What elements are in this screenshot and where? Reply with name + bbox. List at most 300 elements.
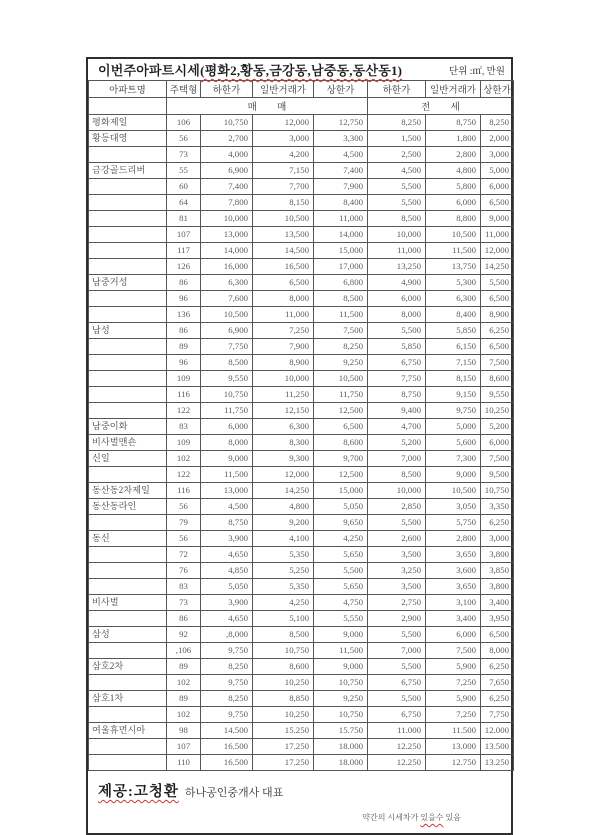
cell-housing-type: 73 xyxy=(167,147,201,163)
cell-apartment-name xyxy=(89,739,167,755)
cell-jeonse-high: 6,000 xyxy=(481,435,514,451)
cell-jeonse-low: 11.000 xyxy=(368,723,426,739)
cell-sale-low: 7,750 xyxy=(201,339,253,355)
table-row xyxy=(89,323,514,339)
cell-jeonse-normal: 3,400 xyxy=(426,611,481,627)
cell-jeonse-normal: 5,900 xyxy=(426,659,481,675)
cell-jeonse-low: 2,900 xyxy=(368,611,426,627)
cell-sale-normal: 8,600 xyxy=(253,659,314,675)
cell-sale-high: 7,500 xyxy=(314,323,368,339)
cell-sale-low: 4,000 xyxy=(201,147,253,163)
cell-apartment-name xyxy=(89,243,167,259)
cell-sale-high: 7,900 xyxy=(314,179,368,195)
cell-sale-normal: 4,100 xyxy=(253,531,314,547)
cell-sale-high: 4,500 xyxy=(314,147,368,163)
header-row-labels xyxy=(89,81,514,98)
cell-sale-low: 8,000 xyxy=(201,435,253,451)
table-row xyxy=(89,499,514,515)
cell-sale-normal: 10,250 xyxy=(253,707,314,723)
cell-jeonse-low: 5,500 xyxy=(368,627,426,643)
cell-sale-low: 13,000 xyxy=(201,483,253,499)
cell-apartment-name xyxy=(89,547,167,563)
cell-jeonse-normal: 3,050 xyxy=(426,499,481,515)
cell-housing-type: 136 xyxy=(167,307,201,323)
cell-jeonse-normal: 9,000 xyxy=(426,467,481,483)
cell-sale-low: 7,800 xyxy=(201,195,253,211)
cell-jeonse-high: 3,000 xyxy=(481,147,514,163)
cell-jeonse-high: 6,500 xyxy=(481,291,514,307)
cell-jeonse-high: 6,500 xyxy=(481,339,514,355)
cell-jeonse-normal: 2,800 xyxy=(426,531,481,547)
cell-jeonse-normal: 2,800 xyxy=(426,147,481,163)
cell-housing-type: 126 xyxy=(167,259,201,275)
cell-jeonse-low: 8,000 xyxy=(368,307,426,323)
cell-jeonse-low: 3,250 xyxy=(368,563,426,579)
cell-jeonse-high: 9,550 xyxy=(481,387,514,403)
column-header: 상한가 xyxy=(481,81,514,98)
cell-sale-low: 11,750 xyxy=(201,403,253,419)
cell-sale-high: 8,500 xyxy=(314,291,368,307)
cell-jeonse-normal: 1,800 xyxy=(426,131,481,147)
cell-jeonse-high: 10,750 xyxy=(481,483,514,499)
cell-sale-high: 12,750 xyxy=(314,115,368,131)
cell-sale-normal: 13,500 xyxy=(253,227,314,243)
cell-sale-normal: 4,250 xyxy=(253,595,314,611)
table-row xyxy=(89,307,514,323)
cell-jeonse-low: 8,750 xyxy=(368,387,426,403)
cell-sale-high: 12,500 xyxy=(314,467,368,483)
cell-sale-normal: 7,900 xyxy=(253,339,314,355)
cell-sale-normal: 8,850 xyxy=(253,691,314,707)
cell-sale-normal: 16,500 xyxy=(253,259,314,275)
cell-housing-type: 110 xyxy=(167,755,201,771)
cell-jeonse-high: 6,500 xyxy=(481,195,514,211)
cell-sale-low: 8,750 xyxy=(201,515,253,531)
cell-jeonse-high: 7,650 xyxy=(481,675,514,691)
cell-sale-high: 15.750 xyxy=(314,723,368,739)
cell-housing-type: 116 xyxy=(167,483,201,499)
cell-sale-normal: 3,000 xyxy=(253,131,314,147)
cell-jeonse-normal: 10,500 xyxy=(426,483,481,499)
cell-sale-low: 10,750 xyxy=(201,115,253,131)
cell-apartment-name xyxy=(89,387,167,403)
cell-sale-normal: 17.250 xyxy=(253,755,314,771)
cell-jeonse-low: 5,850 xyxy=(368,339,426,355)
cell-apartment-name xyxy=(89,643,167,659)
cell-sale-low: 7,600 xyxy=(201,291,253,307)
cell-jeonse-normal: 7,250 xyxy=(426,675,481,691)
cell-sale-high: 7,400 xyxy=(314,163,368,179)
table-row xyxy=(89,227,514,243)
cell-sale-normal: 15.250 xyxy=(253,723,314,739)
cell-sale-normal: 6,500 xyxy=(253,275,314,291)
table-row xyxy=(89,579,514,595)
cell-sale-low: 6,900 xyxy=(201,163,253,179)
cell-housing-type: ,106 xyxy=(167,643,201,659)
cell-sale-low: 8,250 xyxy=(201,691,253,707)
cell-housing-type: 102 xyxy=(167,707,201,723)
cell-sale-high: 18.000 xyxy=(314,755,368,771)
cell-jeonse-normal: 6,150 xyxy=(426,339,481,355)
table-row xyxy=(89,355,514,371)
cell-jeonse-low: 7,750 xyxy=(368,371,426,387)
cell-jeonse-high: 9,500 xyxy=(481,467,514,483)
cell-jeonse-high: 8,000 xyxy=(481,643,514,659)
cell-sale-normal: 12,000 xyxy=(253,115,314,131)
table-row xyxy=(89,707,514,723)
cell-sale-normal: 14,250 xyxy=(253,483,314,499)
cell-jeonse-normal: 13,750 xyxy=(426,259,481,275)
cell-housing-type: 56 xyxy=(167,131,201,147)
table-row xyxy=(89,467,514,483)
cell-jeonse-normal: 7,250 xyxy=(426,707,481,723)
cell-jeonse-high: 3,850 xyxy=(481,563,514,579)
cell-jeonse-high: 5,500 xyxy=(481,275,514,291)
cell-jeonse-normal: 5,300 xyxy=(426,275,481,291)
table-row xyxy=(89,147,514,163)
cell-sale-high: 4,750 xyxy=(314,595,368,611)
cell-housing-type: 89 xyxy=(167,659,201,675)
table-row xyxy=(89,451,514,467)
cell-sale-low: 2,700 xyxy=(201,131,253,147)
cell-apartment-name xyxy=(89,179,167,195)
cell-sale-normal: 12,150 xyxy=(253,403,314,419)
cell-sale-high: 3,300 xyxy=(314,131,368,147)
cell-sale-high: 5,500 xyxy=(314,563,368,579)
cell-jeonse-high: 6,250 xyxy=(481,515,514,531)
cell-housing-type: 109 xyxy=(167,435,201,451)
price-table-head xyxy=(89,81,514,115)
cell-apartment-name xyxy=(89,579,167,595)
cell-sale-low: ,8,000 xyxy=(201,627,253,643)
table-row xyxy=(89,675,514,691)
provider-role: 하나공인중개사 대표 xyxy=(184,787,284,799)
cell-apartment-name xyxy=(89,355,167,371)
cell-jeonse-low: 6,000 xyxy=(368,291,426,307)
cell-jeonse-high: 5,200 xyxy=(481,419,514,435)
cell-apartment-name xyxy=(89,371,167,387)
cell-sale-high: 9,650 xyxy=(314,515,368,531)
cell-jeonse-normal: 3,650 xyxy=(426,579,481,595)
cell-jeonse-normal: 6,000 xyxy=(426,195,481,211)
cell-jeonse-normal: 8,400 xyxy=(426,307,481,323)
table-row xyxy=(89,547,514,563)
table-row xyxy=(89,419,514,435)
table-row xyxy=(89,739,514,755)
cell-jeonse-high: 3,800 xyxy=(481,547,514,563)
cell-apartment-name xyxy=(89,755,167,771)
cell-apartment-name: 여울휴먼시아 xyxy=(89,723,167,739)
cell-jeonse-normal: 5,000 xyxy=(426,419,481,435)
cell-jeonse-low: 3,500 xyxy=(368,579,426,595)
cell-jeonse-normal: 5,750 xyxy=(426,515,481,531)
cell-jeonse-high: 6,000 xyxy=(481,179,514,195)
column-header: 상한가 xyxy=(314,81,368,98)
cell-sale-normal: 14,500 xyxy=(253,243,314,259)
cell-jeonse-high: 8,900 xyxy=(481,307,514,323)
cell-sale-low: 6,300 xyxy=(201,275,253,291)
cell-sale-high: 8,600 xyxy=(314,435,368,451)
table-row xyxy=(89,243,514,259)
cell-sale-normal: 7,250 xyxy=(253,323,314,339)
cell-jeonse-normal: 11,500 xyxy=(426,243,481,259)
table-row xyxy=(89,659,514,675)
cell-jeonse-high: 14,250 xyxy=(481,259,514,275)
table-row xyxy=(89,627,514,643)
cell-jeonse-low: 5,200 xyxy=(368,435,426,451)
cell-sale-low: 10,500 xyxy=(201,307,253,323)
price-table xyxy=(88,80,514,771)
table-row xyxy=(89,131,514,147)
cell-jeonse-low: 1,500 xyxy=(368,131,426,147)
cell-housing-type: 102 xyxy=(167,675,201,691)
cell-jeonse-low: 13,250 xyxy=(368,259,426,275)
cell-sale-low: 6,000 xyxy=(201,419,253,435)
table-row xyxy=(89,163,514,179)
cell-jeonse-high: 13.250 xyxy=(481,755,514,771)
cell-sale-normal: 8,300 xyxy=(253,435,314,451)
cell-sale-high: 8,250 xyxy=(314,339,368,355)
cell-jeonse-low: 4,900 xyxy=(368,275,426,291)
table-row xyxy=(89,595,514,611)
cell-sale-high: 17,000 xyxy=(314,259,368,275)
cell-sale-normal: 7,150 xyxy=(253,163,314,179)
cell-apartment-name: 남중이화 xyxy=(89,419,167,435)
cell-jeonse-low: 5,500 xyxy=(368,195,426,211)
table-row xyxy=(89,195,514,211)
cell-sale-low: 6,900 xyxy=(201,323,253,339)
cell-housing-type: 122 xyxy=(167,403,201,419)
cell-jeonse-normal: 5,850 xyxy=(426,323,481,339)
cell-jeonse-high: 3,950 xyxy=(481,611,514,627)
title-row xyxy=(88,59,511,80)
cell-jeonse-normal: 4,800 xyxy=(426,163,481,179)
cell-apartment-name: 황등대영 xyxy=(89,131,167,147)
cell-apartment-name: 남중거성 xyxy=(89,275,167,291)
page-title-areas: (평화2,황동,금강동,남중동,동산동1) xyxy=(200,63,403,78)
table-row xyxy=(89,339,514,355)
cell-sale-low: 4,650 xyxy=(201,547,253,563)
cell-sale-low: 5,050 xyxy=(201,579,253,595)
cell-housing-type: 86 xyxy=(167,275,201,291)
cell-housing-type: 122 xyxy=(167,467,201,483)
cell-jeonse-normal: 3,100 xyxy=(426,595,481,611)
cell-housing-type: 96 xyxy=(167,355,201,371)
cell-jeonse-low: 2,850 xyxy=(368,499,426,515)
cell-jeonse-high: 3,350 xyxy=(481,499,514,515)
cell-sale-normal: 10,000 xyxy=(253,371,314,387)
table-row xyxy=(89,115,514,131)
cell-jeonse-normal: 7,500 xyxy=(426,643,481,659)
cell-jeonse-high: 12,000 xyxy=(481,243,514,259)
cell-jeonse-normal: 7,150 xyxy=(426,355,481,371)
column-header: 아파트명 xyxy=(89,81,167,98)
cell-jeonse-normal: 8,150 xyxy=(426,371,481,387)
cell-housing-type: 64 xyxy=(167,195,201,211)
cell-sale-high: 15,000 xyxy=(314,483,368,499)
cell-sale-high: 8,400 xyxy=(314,195,368,211)
cell-jeonse-low: 2,750 xyxy=(368,595,426,611)
cell-jeonse-high: 12.000 xyxy=(481,723,514,739)
cell-sale-high: 9,000 xyxy=(314,659,368,675)
table-row xyxy=(89,179,514,195)
cell-sale-low: 16.500 xyxy=(201,755,253,771)
cell-jeonse-high: 6,250 xyxy=(481,323,514,339)
cell-jeonse-high: 3,400 xyxy=(481,595,514,611)
cell-sale-normal: 8,500 xyxy=(253,627,314,643)
cell-sale-normal: 11,000 xyxy=(253,307,314,323)
cell-sale-low: 14.500 xyxy=(201,723,253,739)
cell-jeonse-high: 3,000 xyxy=(481,531,514,547)
table-row xyxy=(89,435,514,451)
cell-jeonse-low: 11,000 xyxy=(368,243,426,259)
cell-sale-normal: 5,250 xyxy=(253,563,314,579)
cell-sale-normal: 4,800 xyxy=(253,499,314,515)
note-pre: 약간의 시세차가 xyxy=(362,813,421,822)
cell-jeonse-low: 2,500 xyxy=(368,147,426,163)
cell-sale-normal: 4,200 xyxy=(253,147,314,163)
table-row xyxy=(89,723,514,739)
cell-sale-low: 9,750 xyxy=(201,675,253,691)
cell-apartment-name xyxy=(89,195,167,211)
cell-apartment-name: 동산동라인 xyxy=(89,499,167,515)
cell-sale-low: 10,750 xyxy=(201,387,253,403)
cell-apartment-name: 남성 xyxy=(89,323,167,339)
cell-apartment-name xyxy=(89,307,167,323)
table-row xyxy=(89,483,514,499)
cell-sale-low: 3,900 xyxy=(201,531,253,547)
cell-sale-low: 13,000 xyxy=(201,227,253,243)
cell-housing-type: 73 xyxy=(167,595,201,611)
note-post: 있음 xyxy=(443,813,461,822)
cell-sale-high: 9,700 xyxy=(314,451,368,467)
cell-sale-low: 11,500 xyxy=(201,467,253,483)
cell-sale-high: 18.000 xyxy=(314,739,368,755)
sheet-footer xyxy=(88,771,511,833)
cell-sale-high: 9,000 xyxy=(314,627,368,643)
cell-housing-type: 89 xyxy=(167,339,201,355)
cell-jeonse-high: 2,000 xyxy=(481,131,514,147)
page-title-prefix: 이번주아파트시세 xyxy=(98,63,201,78)
cell-apartment-name xyxy=(89,403,167,419)
group-header-jeonse: 전 세 xyxy=(368,98,514,115)
cell-housing-type: 96 xyxy=(167,291,201,307)
cell-sale-high: 6,800 xyxy=(314,275,368,291)
table-row xyxy=(89,515,514,531)
cell-jeonse-low: 6,750 xyxy=(368,675,426,691)
cell-sale-normal: 5,350 xyxy=(253,547,314,563)
cell-jeonse-high: 8,600 xyxy=(481,371,514,387)
cell-jeonse-high: 10,250 xyxy=(481,403,514,419)
cell-sale-normal: 10,250 xyxy=(253,675,314,691)
cell-sale-high: 11,750 xyxy=(314,387,368,403)
cell-housing-type: 76 xyxy=(167,563,201,579)
cell-jeonse-high: 13.500 xyxy=(481,739,514,755)
cell-jeonse-normal: 11.500 xyxy=(426,723,481,739)
cell-housing-type: 72 xyxy=(167,547,201,563)
cell-housing-type: 102 xyxy=(167,451,201,467)
group-header-empty xyxy=(89,98,167,115)
table-row xyxy=(89,755,514,771)
cell-apartment-name: 비사벌 xyxy=(89,595,167,611)
cell-jeonse-low: 4,500 xyxy=(368,163,426,179)
cell-sale-low: 4,850 xyxy=(201,563,253,579)
cell-housing-type: 98 xyxy=(167,723,201,739)
cell-apartment-name xyxy=(89,611,167,627)
table-row xyxy=(89,275,514,291)
cell-sale-low: 4,650 xyxy=(201,611,253,627)
provider-name: 제공:고청환 xyxy=(98,784,179,800)
cell-apartment-name xyxy=(89,467,167,483)
cell-housing-type: 106 xyxy=(167,115,201,131)
cell-jeonse-high: 8,250 xyxy=(481,115,514,131)
cell-jeonse-low: 5,500 xyxy=(368,323,426,339)
cell-sale-high: 9,250 xyxy=(314,355,368,371)
cell-housing-type: 89 xyxy=(167,691,201,707)
cell-jeonse-low: 12.250 xyxy=(368,755,426,771)
cell-sale-normal: 17.250 xyxy=(253,739,314,755)
cell-sale-high: 5,650 xyxy=(314,547,368,563)
cell-sale-high: 5,050 xyxy=(314,499,368,515)
cell-sale-normal: 8,000 xyxy=(253,291,314,307)
cell-sale-low: 4,500 xyxy=(201,499,253,515)
cell-sale-high: 4,250 xyxy=(314,531,368,547)
cell-housing-type: 56 xyxy=(167,499,201,515)
table-row xyxy=(89,371,514,387)
apartment-price-sheet xyxy=(86,57,513,835)
table-row xyxy=(89,563,514,579)
cell-apartment-name xyxy=(89,259,167,275)
cell-apartment-name xyxy=(89,227,167,243)
cell-apartment-name: 동신 xyxy=(89,531,167,547)
group-header-sale: 매 매 xyxy=(167,98,368,115)
cell-sale-high: 10,750 xyxy=(314,707,368,723)
cell-housing-type: 86 xyxy=(167,323,201,339)
cell-sale-normal: 9,200 xyxy=(253,515,314,531)
cell-jeonse-low: 8,250 xyxy=(368,115,426,131)
cell-jeonse-normal: 5,800 xyxy=(426,179,481,195)
table-row xyxy=(89,611,514,627)
cell-sale-normal: 10,750 xyxy=(253,643,314,659)
cell-sale-high: 6,500 xyxy=(314,419,368,435)
cell-apartment-name: 금강골드리버 xyxy=(89,163,167,179)
cell-sale-low: 8,250 xyxy=(201,659,253,675)
column-header: 일반거래가 xyxy=(253,81,314,98)
cell-jeonse-high: 7,500 xyxy=(481,451,514,467)
cell-sale-high: 11,500 xyxy=(314,643,368,659)
cell-jeonse-low: 9,400 xyxy=(368,403,426,419)
table-row xyxy=(89,211,514,227)
cell-jeonse-normal: 12.750 xyxy=(426,755,481,771)
cell-sale-high: 10,750 xyxy=(314,675,368,691)
cell-jeonse-high: 6,250 xyxy=(481,659,514,675)
price-table-body xyxy=(89,115,514,771)
cell-apartment-name xyxy=(89,515,167,531)
cell-sale-normal: 11,250 xyxy=(253,387,314,403)
cell-jeonse-normal: 5,600 xyxy=(426,435,481,451)
cell-sale-normal: 7,700 xyxy=(253,179,314,195)
cell-sale-high: 9,250 xyxy=(314,691,368,707)
column-header: 주택형 xyxy=(167,81,201,98)
cell-apartment-name xyxy=(89,339,167,355)
cell-jeonse-high: 11,000 xyxy=(481,227,514,243)
cell-sale-normal: 10,500 xyxy=(253,211,314,227)
cell-jeonse-low: 8,500 xyxy=(368,467,426,483)
cell-housing-type: 92 xyxy=(167,627,201,643)
cell-sale-normal: 8,150 xyxy=(253,195,314,211)
cell-jeonse-high: 7,500 xyxy=(481,355,514,371)
cell-housing-type: 117 xyxy=(167,243,201,259)
